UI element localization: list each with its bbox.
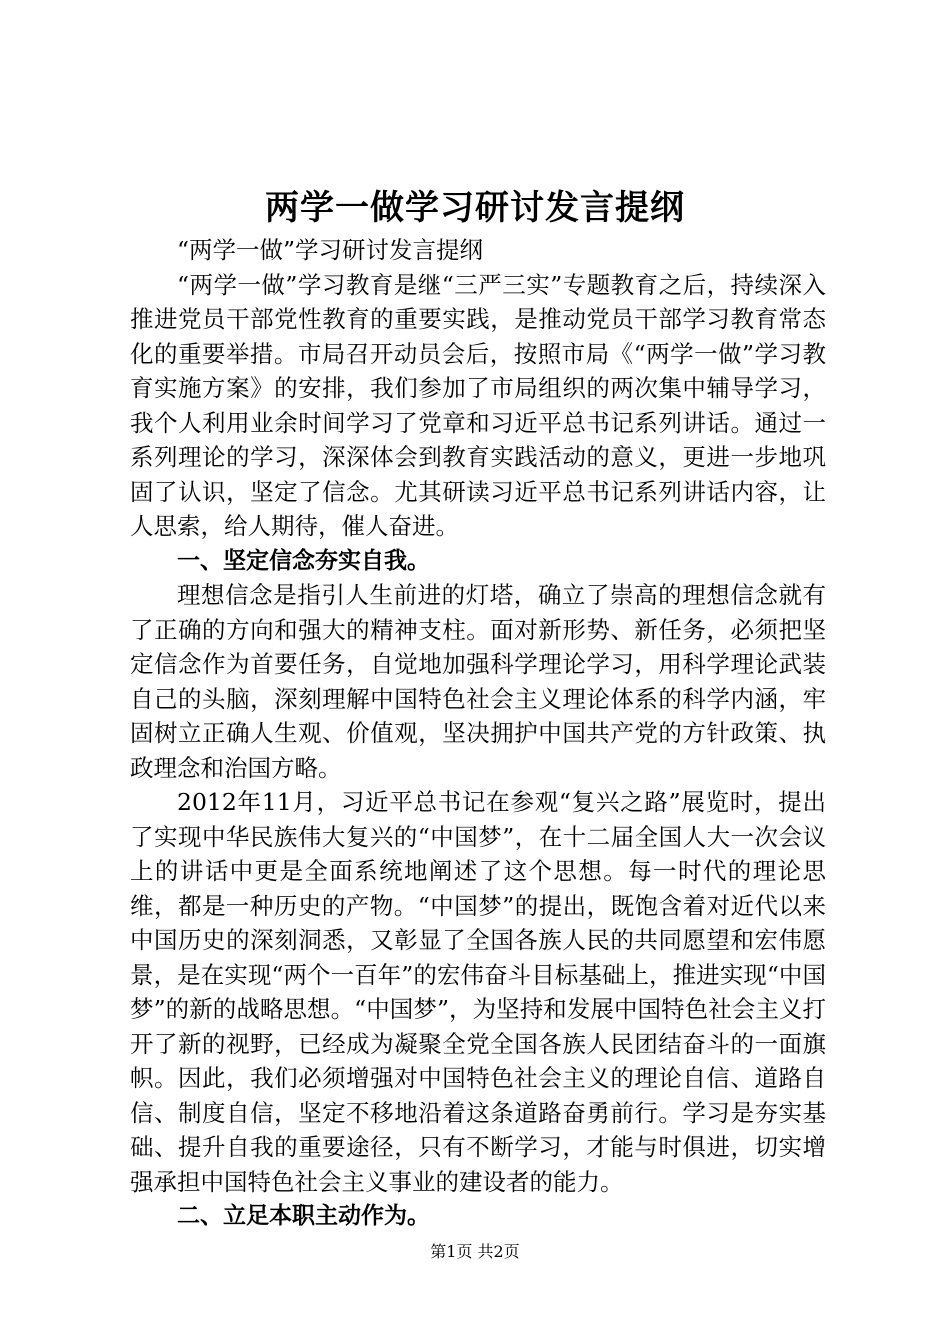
document-title: 两学一做学习研讨发言提纲 — [265, 188, 685, 228]
body-paragraph-1: 理想信念是指引人生前进的灯塔，确立了崇高的理想信念就有了正确的方向和强大的精神支柱。面对新形势、新任务，必须把坚定信念作为首要任务，自觉地加强科学理论学习，用科学理论武装自己的头脑，深刻理解中国特色社会主义理论体系的科学内涵，牢固树立正确人生观、价值观，坚决拥护中国共产党的方针政策、执政理念和治国方略。 — [130, 581, 826, 782]
intro-paragraph: “两学一做”学习教育是继“三严三实”专题教育之后，持续深入推进党员干部党性教育的重要实践，是推动党员干部学习教育常态化的重要举措。市局召开动员会后，按照市局《“两学一做”学习教育实施方案》的安排，我们参加了市局组织的两次集中辅导学习，我个人利用业余时间学习了党章和习近平总书记系列讲话。通过一系列理论的学习，深深体会到教育实践活动的意义，更进一步地巩固了认识，坚定了信念。尤其研读习近平总书记系列讲话内容，让人思索，给人期待，催人奋进。 — [130, 270, 826, 540]
body-paragraph-2: 2012年11月，习近平总书记在参观“复兴之路”展览时，提出了实现中华民族伟大复兴的“中国梦”，在十二届全国人大一次会议上的讲话中更是全面系统地阐述了这个思想。每一时代的理论思维，都是一种历史的产物。“中国梦”的提出，既饱含着对近代以来中国历史的深刻洞悉，又彰显了全国各族人民的共同愿望和宏伟愿景，是在实现“两个一百年”的宏伟奋斗目标基础上，推进实现“中国梦”的新的战略思想。“中国梦”，为坚持和发展中国特色社会主义打开了新的视野，已经成为凝聚全党全国各族人民团结奋斗的一面旗帜。因此，我们必须增强对中国特色社会主义的理论自信、道路自信、制度自信，坚定不移地沿着这条道路奋勇前行。学习是夯实基础、提升自我的重要途径，只有不断学习，才能与时俱进，切实增强承担中国特色社会主义事业的建设者的能力。 — [130, 788, 826, 1196]
document-body — [130, 233, 826, 1234]
subtitle-paragraph: “两学一做”学习研讨发言提纲 — [177, 236, 484, 264]
section-heading-2: 二、立足本职主动作为。 — [177, 1203, 430, 1229]
page-footer: 第1页 共2页 — [430, 1242, 520, 1261]
section-heading-1: 一、坚定信念夯实自我。 — [177, 547, 430, 574]
